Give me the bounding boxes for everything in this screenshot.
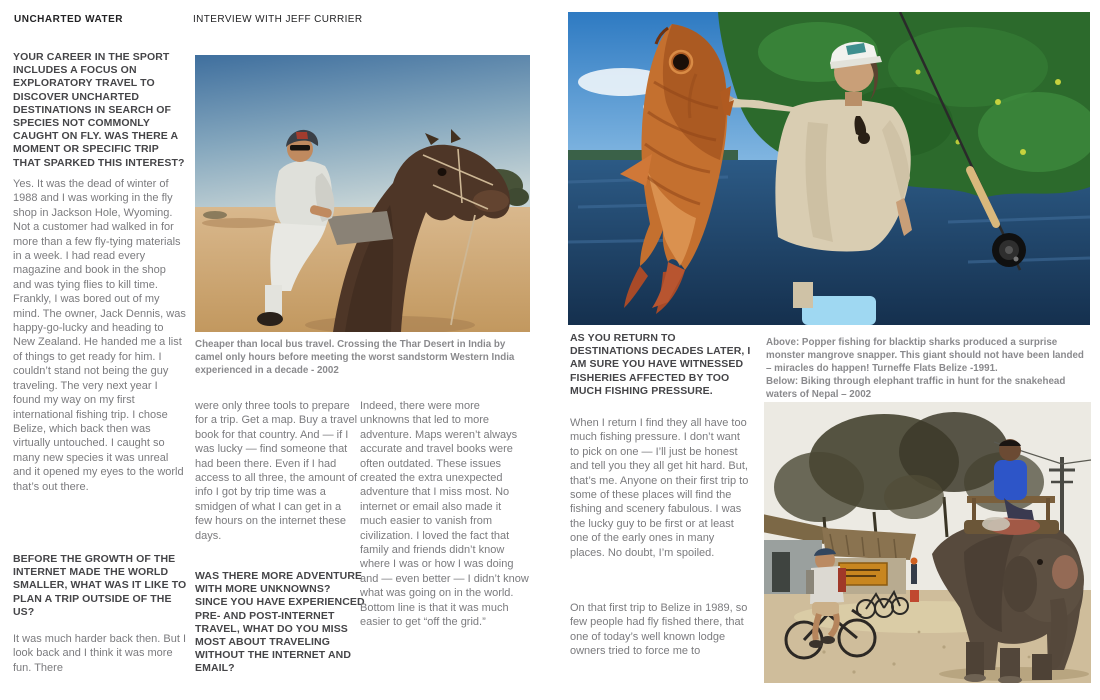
answer-three-tools: were only three tools to prepare for a trip. Get a map. Buy a travel book for that country. And — if I was lucky — find someone that had been there. Even if I had access to all three, the amount of info I got by trip time was a smidgen of what I can get in a few hours on the internet these days. — [195, 400, 358, 542]
camel-photo-caption: Cheaper than local bus travel. Crossing the Thar Desert in India by camel only hours before meeting the worst sandstorm Western India experienced in a decade - 2002 — [195, 339, 515, 376]
question-fishing-pressure: AS YOU RETURN TO DESTINATIONS DECADES LATER, I AM SURE YOU HAVE WITNESSED FISHERIES AFFECTED BY TOO MUCH FISHING PRESSURE. — [570, 332, 751, 397]
desert-shrub — [203, 211, 227, 219]
question-more-adventure-unknowns: WAS THERE MORE ADVENTURE WITH MORE UNKNOWNS? SINCE YOU HAVE EXPERIENCED PRE- AND POST-INTERNET TRAVEL, WHAT DO YOU MISS MOST ABOUT TRAVELING WITHOUT THE INTERNET AND EMAIL? — [195, 570, 365, 675]
elephant-photo-caption-below: Below: Biking through elephant traffic in hunt for the snakehead waters of Nepal – 2002 — [766, 375, 1066, 400]
page-title: INTERVIEW WITH JEFF CURRIER — [193, 14, 363, 25]
sand-dune — [202, 218, 278, 228]
answer-fishing-pressure-p1: When I return I find they all have too much fishing pressure. I don’t want to pick on one — I’ll just be honest and tell you they all get hit hard. But, that’s me. Anyone on their first trip to some of these places will find the fishing and scenery fabulous. I was the lucky guy to be first or at least one of the early ones in many places. No doubt, I’m spoiled. — [570, 417, 749, 559]
fish-photo-illustration — [568, 12, 1090, 325]
page-kicker: UNCHARTED WATER — [14, 14, 123, 25]
elephant-photo-illustration — [764, 402, 1091, 683]
fish-photo-caption-above: Above: Popper fishing for blacktip sharks produced a surprise monster mangrove snapper. This giant should not have been landed – miracles do happen! Turneffe Flats Belize -1991. — [766, 337, 1084, 374]
answer-harder-back-then-start: It was much harder back then. But I look back and I think it was more fun. There — [13, 633, 187, 674]
answer-more-unknowns: Indeed, there were more unknowns that led to more adventure. Maps weren’t always accurate and travel books were often outdated. These issues created the extra unexpected adventure that I miss most. No internet or email also made it much easier to vanish from civilization. I loved the fact that family and friends didn’t know where I was or how I was doing and — even better — I didn’t know what was going on in the world. Bottom line is that it was much easier to get “off the grid.” — [360, 400, 529, 629]
answer-fishing-pressure-p2: On that first trip to Belize in 1989, so few people had fly fished there, that one of today’s well known lodge owners tried to force me to — [570, 602, 748, 658]
camel-photo-illustration — [195, 55, 530, 332]
question-pre-internet-planning: BEFORE THE GROWTH OF THE INTERNET MADE THE WORLD SMALLER, WHAT WAS IT LIKE TO PLAN A TRIP OUTSIDE OF THE US? — [13, 553, 187, 618]
question-career-exploratory-travel: YOUR CAREER IN THE SPORT INCLUDES A FOCUS ON EXPLORATORY TRAVEL TO DISCOVER UNCHARTED DESTINATIONS IN SEARCH OF SPECIES NOT COMMONLY CAUGHT ON FLY. WAS THERE A MOMENT OR SPECIFIC TRIP THAT SPARKED THIS INTEREST? — [13, 51, 185, 169]
answer-first-trip: Yes. It was the dead of winter of 1988 and I was working in the fly shop in Jackson Hole, Wyoming. Not a customer had walked in for more than a few fly-tying materials in a week. I had read every magazine and book in the shop and was tying flies to kill time. Frankly, I was bored out of my mind. The owner, Jack Dennis, was happy-go-lucky and heading to New Zealand. He handed me a list of things to get ready for him. I couldn’t stand not being the guy traveling. The very next year I found my way on my first international fishing trip. I chose Belize, which back then was virtually untouched. I caught so many new species it was unreal and it opened my eyes to the world that’s out there. — [13, 178, 186, 493]
elephant-photo — [764, 402, 1091, 683]
fish-photo — [568, 12, 1090, 325]
camel-photo — [195, 55, 530, 332]
fish-photo-caption — [766, 337, 1092, 402]
